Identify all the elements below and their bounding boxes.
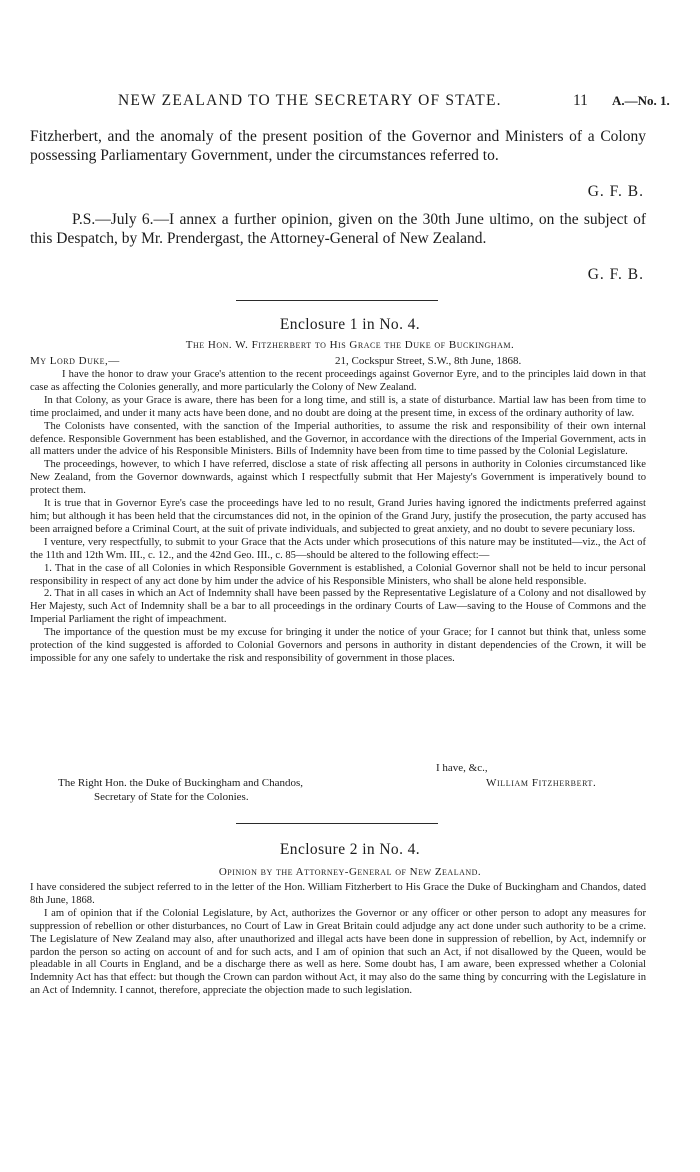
letter-paragraph: The importance of the question must be my excuse for bringing it under the notice of your Grace; for I cannot but think that, unless some protection of the kind suggested is afforded to Colonial Governors and persons in authority in distant dependencies of the Crown, it will be impossible for any one safely to undertake the risk and responsibility of government in those places. <box>30 627 646 664</box>
letter-paragraph: I venture, very respectfully, to submit to your Grace that the Acts under which prosecutions of this nature may be instituted—viz., the Act of the 11th and 12th Wm. III., c. 12., and the 42nd Geo. III., c. 85—should be altered to the following effect:— <box>30 536 646 561</box>
continuation-paragraph: Fitzherbert, and the anomaly of the present position of the Governor and Ministers of a Colony possessing Parliamentary Government, under the circumstances referred to. <box>30 128 646 164</box>
letter-paragraph: In that Colony, as your Grace is aware, there has been for a long time, and still is, a state of disturbance. Martial law has been from time to time proclaimed, and under it many acts have been done, and no doubt are doing at the present time, in excess of the ordinary authority of law. <box>30 394 646 419</box>
letter-paragraph: I have the honor to draw your Grace's attention to the recent proceedings against Governor Eyre, and to the principles laid down in that case as affecting the Colonies generally, and more particularly the Colony of New Zealand. <box>30 369 646 393</box>
enclosure-2-body <box>30 882 646 998</box>
postscript-signature: G. F. B. <box>587 266 644 283</box>
letter-paragraph: 1. That in the case of all Colonies in which Responsible Government is established, a Colonial Governor shall not be held to incur personal responsibility in respect of any act done by him under the advice of his Responsible Ministers, who shall be alone held responsible. <box>30 562 646 587</box>
section-divider <box>236 823 438 824</box>
enclosure-1-title: Enclosure 1 in No. 4. <box>279 316 421 333</box>
letter-paragraph: The Colonists have consented, with the sanction of the Imperial authorities, to assume the risk and responsibility of their own internal defence. Responsible Government has been established, and the Governor, in accordance with the directions of the Imperial Government, acts in all matters under the advice of his Responsible Ministers. Bills of Indemnity have been from time to time passed by the Colonial Legislature. <box>30 420 646 458</box>
letter-paragraph: 2. That in all cases in which an Act of Indemnity shall have been passed by the Representative Legislature of a Colony and not disallowed by Her Majesty, such Act of Indemnity shall be a bar to all proceedings in the ordinary Courts of Law—saving to the House of Commons and the Imperial Parliament the right of impeachment. <box>30 588 646 626</box>
section-divider <box>236 300 438 301</box>
letter-address: 21, Cockspur Street, S.W., 8th June, 1868. <box>335 355 522 367</box>
running-header <box>0 92 700 116</box>
enclosure-1-subtitle: The Hon. W. Fitzherbert to His Grace the Duke of Buckingham. <box>185 339 515 351</box>
enclosure-2-subtitle: Opinion by the Attorney-General of New Zealand. <box>218 866 482 878</box>
document-reference: A.—No. 1. <box>612 93 670 108</box>
page-number: 11 <box>573 92 588 109</box>
enclosure-2-title: Enclosure 2 in No. 4. <box>279 841 421 858</box>
header-title: NEW ZEALAND TO THE SECRETARY OF STATE. <box>118 92 502 109</box>
letter-paragraph: The proceedings, however, to which I have referred, disclose a state of risk affecting all persons in authority in Colonies circumstanced like New Zealand, from the Governor downwards, against which I respectfully submit that Her Majesty's Government is imperatively bound to protect them. <box>30 459 646 497</box>
opinion-paragraph: I have considered the subject referred to in the letter of the Hon. William Fitzherbert to His Grace the Duke of Buckingham and Chandos, dated 8th June, 1868. <box>30 882 646 906</box>
recipient-line-2: Secretary of State for the Colonies. <box>94 791 249 803</box>
enclosure-1-body <box>30 369 646 666</box>
letter-closing: I have, &c., <box>436 762 488 774</box>
salutation: My Lord Duke,— <box>30 355 120 367</box>
recipient-line-1: The Right Hon. the Duke of Buckingham and Chandos, <box>58 777 304 789</box>
opinion-paragraph: I am of opinion that if the Colonial Legislature, by Act, authorizes the Governor or any officer or other person to adopt any measures for suppression of rebellion or other disturbances, no Court of Law in Great Britain could adjudge any act done under such authority to be a crime. The Legislature of New Zealand may also, after unauthorized and illegal acts have been done in suppression of rebellion, by Act, indemnify or pardon the person so acting on account of and for such acts, and I am of opinion that such an Act, if not disallowed by the Queen, would be pleadable in all Courts in England, and be a discharge there as well as here. Some doubt has, I am aware, been expressed whether a Colonial Indemnity Act has that effect: but though the Crown can pardon without Act, it may also do the same thing by concurring with the Legislature in an Act of Indemnity. I cannot, therefore, appreciate the objection made to such legislation. <box>30 907 646 997</box>
letter-signature: William Fitzherbert. <box>486 777 597 789</box>
letter-paragraph: It is true that in Governor Eyre's case the proceedings have led to no result, Grand Juries having ignored the indictments preferred against him; but although it has been held that the circumstances did not, in the opinion of the Grand Jury, justify the prosecution, the party accused has been arraigned before a Criminal Court, at the suit of private individuals, and subjected to great anxiety, and no doubt to severe pecuniary loss. <box>30 498 646 535</box>
continuation-signature: G. F. B. <box>587 183 644 200</box>
postscript-paragraph: P.S.—July 6.—I annex a further opinion, given on the 30th June ultimo, on the subject of this Despatch, by Mr. Prendergast, the Attorney-General of New Zealand. <box>30 211 646 247</box>
